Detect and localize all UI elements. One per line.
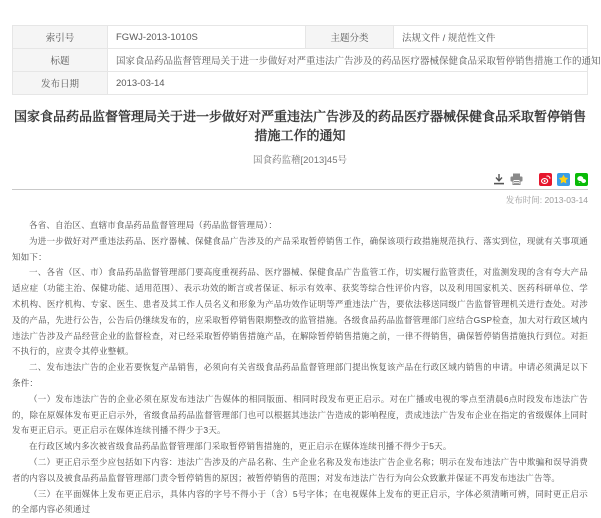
body-paragraph: （一）发布违法广告的企业必须在原发布违法广告媒体的相同版面、相同时段发布更正启示。对在广播或电视的零点至清晨6点时段发布违法广告的，除在原媒体发布更正启示外，省级食品药品监督管理部门也可以根据其违法广告造成的影响程度，责成违法广告发布企业在指定的省级媒体上同时发布更正启示。更正启示在媒体连续刊播不得少于3天。: [12, 393, 588, 436]
wechat-share-icon[interactable]: [575, 173, 588, 186]
body-paragraph: 在行政区域内多次被省级食品药品监督管理部门采取暂停销售措施的，更正启示在媒体连续刊播不得少于5天。: [29, 441, 452, 452]
subject-category-label: 主题分类: [306, 26, 394, 49]
document-number: 国食药监稽[2013]45号: [253, 155, 347, 166]
publish-date-value: 2013-03-14: [108, 72, 588, 95]
table-row: [13, 49, 588, 72]
body-paragraph: 为进一步做好对严重违法药品、医疗器械、保健食品广告涉及的产品采取暂停销售工作，确保该项行政措施规范执行、落实到位，现就有关事项通知如下：: [12, 235, 588, 262]
print-icon[interactable]: [510, 173, 523, 186]
publish-time-label: 发布时间:: [505, 195, 543, 205]
qzone-share-icon[interactable]: [557, 173, 570, 186]
body-paragraph: 一、各省（区、市）食品药品监督管理部门要高度重视药品、医疗器械、保健食品广告监管工作，切实履行监管责任，对监测发现的含有夸大产品适应症（功能主治、保健功能、适用范围）、表示功效的断言或者保证、标示有效率、获奖等综合性评价内容，以及利用国家机关、医药科研单位、学术机构、医疗机构、专家、医生、患者及其工作人员名义和形象为产品功效作证明等严重违法广告，要依法移送同级广告监督管理机关进行查处。对涉及的产品，先进行公告，公告后仍继续发布的，应采取暂停销售限期整改的监管措施。各级食品药品监督管理部门应结合GSP检查，加大对行政区域内违法广告涉及产品经营企业的监督检查，对已经采取暂停销售措施产品，在解除暂停销售措施之前，一律不得销售，确保暂停销售措施执行到位。对拒不执行的，应责令其停业整顿。: [12, 267, 588, 357]
title-value: 国家食品药品监督管理局关于进一步做好对严重违法广告涉及的药品医疗器械保健食品采取暂停销售措施工作的通知: [108, 49, 588, 72]
publish-time: [12, 194, 588, 206]
subject-category-value: 法规文件 / 规范性文件: [394, 26, 588, 49]
publish-time-value: 2013-03-14: [544, 195, 588, 205]
title-label: 标题: [13, 49, 108, 72]
document-body: [12, 218, 588, 518]
body-paragraph: （二）更正启示至少应包括如下内容：违法广告涉及的产品名称、生产企业名称及发布违法广告企业名称；明示在发布违法广告中欺骗和误导消费者的内容以及被食品药品监督管理部门责令暂停销售的原因；被暂停销售的范围；对发布违法广告行为向公众致歉并保证不再发布违法广告等。: [12, 456, 588, 483]
body-paragraph: 各省、自治区、直辖市食品药品监督管理局（药品监督管理局）：: [29, 220, 278, 230]
publish-date-label: 发布日期: [13, 72, 108, 95]
page-title: 国家食品药品监督管理局关于进一步做好对严重违法广告涉及的药品医疗器械保健食品采取暂停销售措施工作的通知: [13, 109, 586, 143]
share-toolbar: [12, 172, 588, 186]
divider: [12, 189, 588, 190]
document-meta-table: [12, 25, 601, 95]
download-icon[interactable]: [492, 173, 505, 186]
index-number-label: 索引号: [13, 26, 108, 49]
index-number-value: FGWJ-2013-1010S: [108, 26, 306, 49]
table-row: [13, 26, 588, 49]
table-row: [13, 72, 588, 95]
weibo-share-icon[interactable]: [539, 173, 552, 186]
body-paragraph: （三）在平面媒体上发布更正启示，具体内容的字号不得小于（含）5号字体；在电视媒体上发布的更正启示，字体必须清晰可辨，同时更正启示的全部内容必须通过: [12, 488, 588, 515]
body-paragraph: 二、发布违法广告的企业若要恢复产品销售，必须向有关省级食品药品监督管理部门提出恢复该产品在行政区域内销售的申请。申请必须满足以下条件：: [12, 362, 588, 388]
